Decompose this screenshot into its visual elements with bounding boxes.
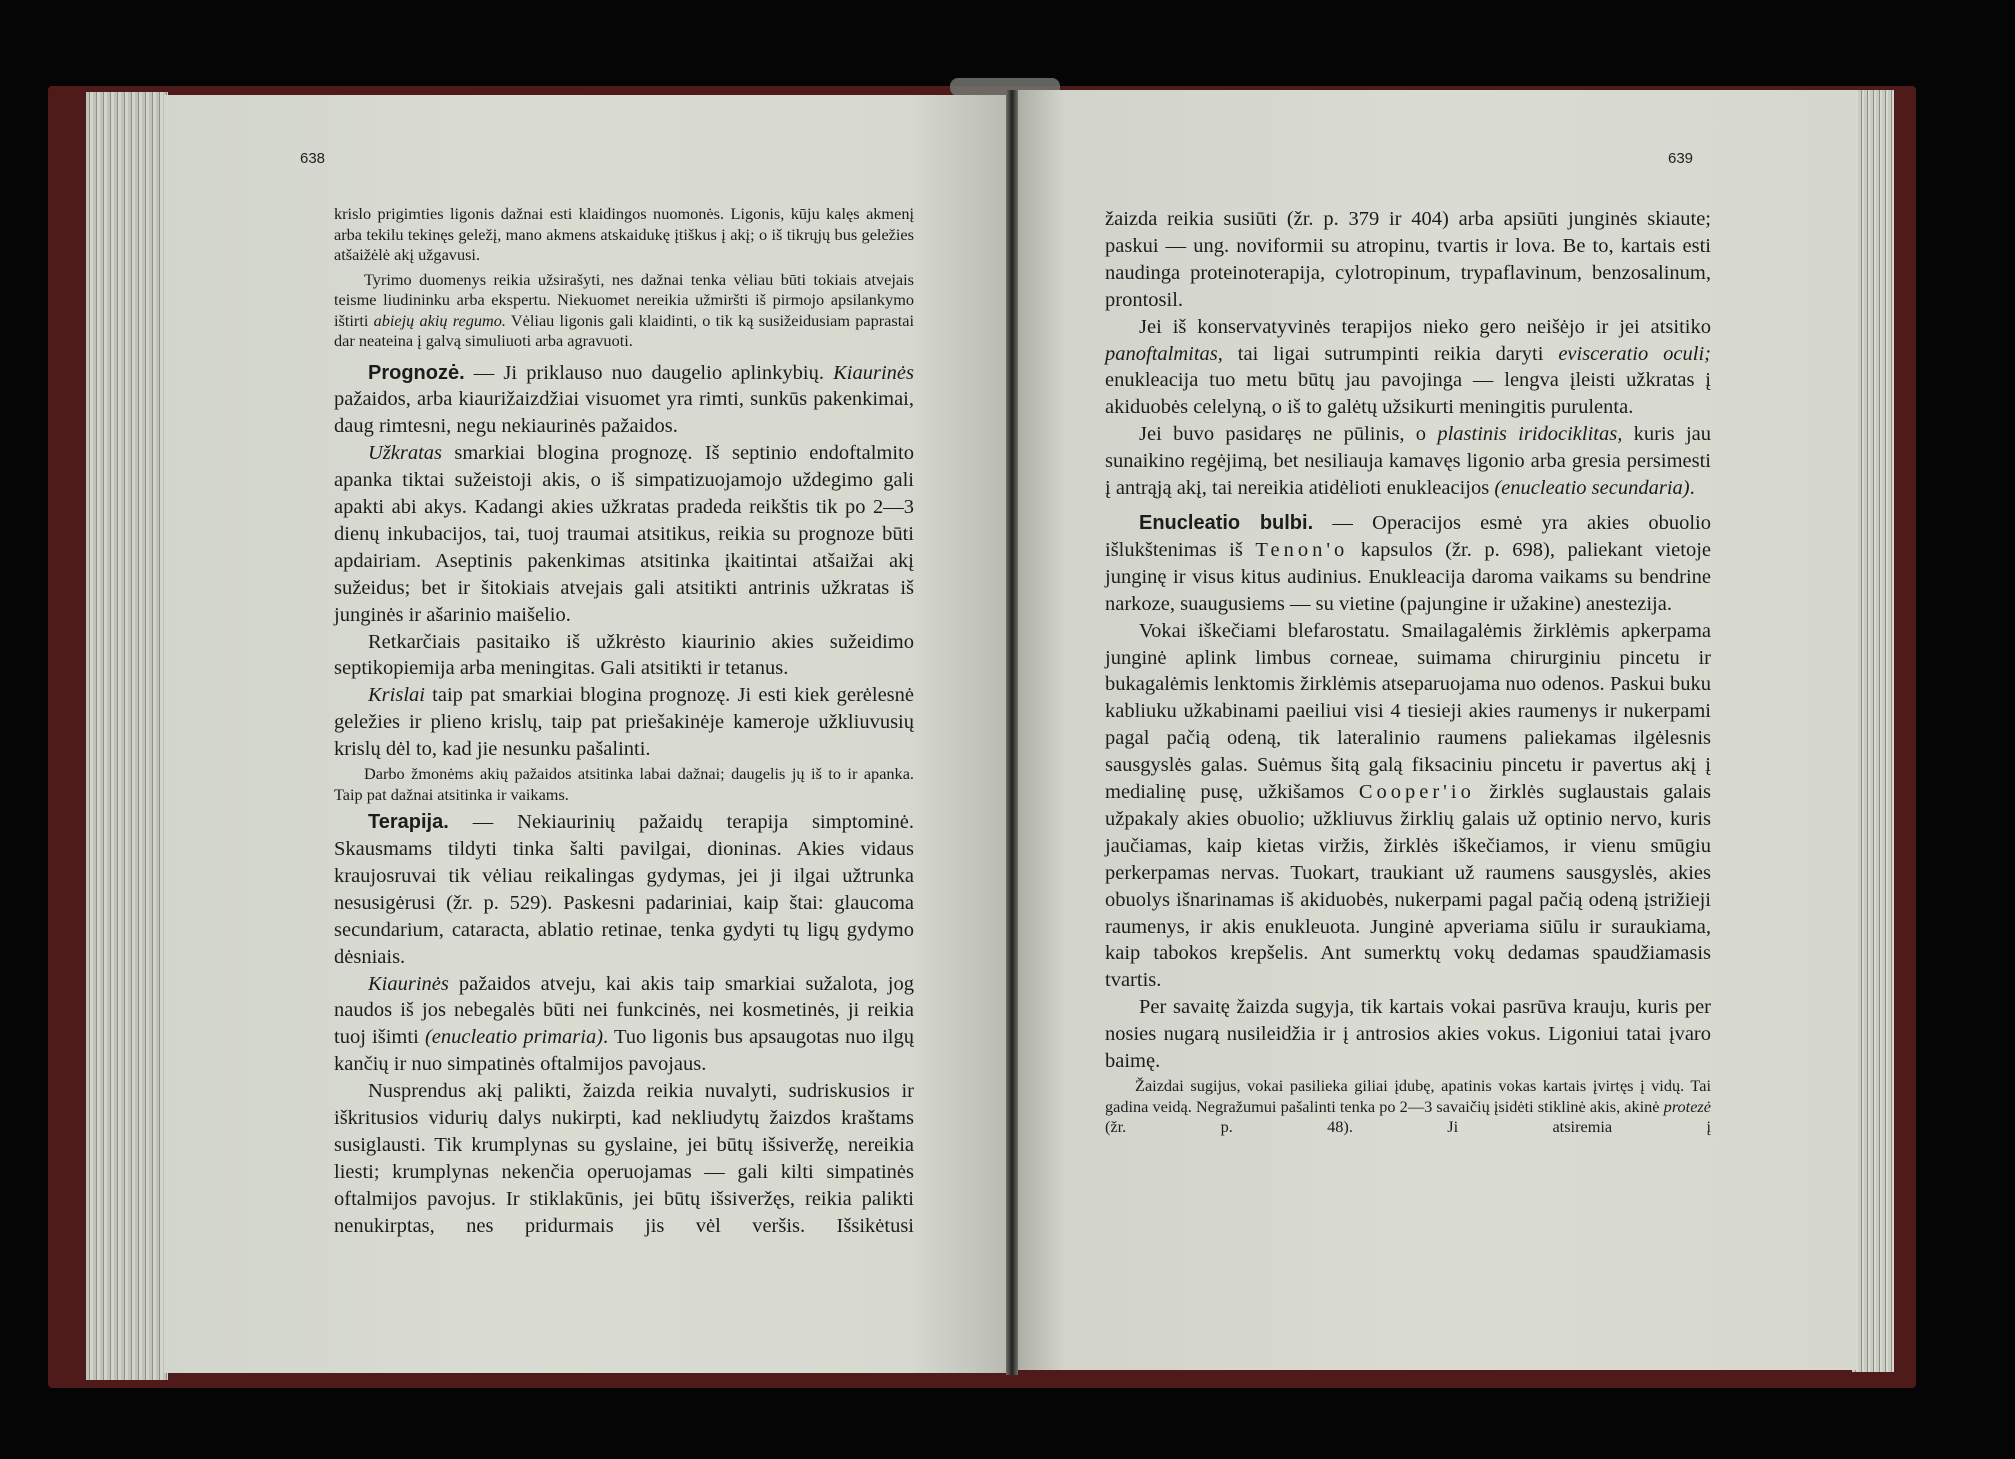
paragraph (334, 809, 914, 970)
text-run: Jei iš konservatyvinės terapijos nieko gero neišėjo ir jei atsitiko (1139, 315, 1711, 338)
paragraph (1105, 206, 1711, 314)
text-run: — Operacijos esmė yra akies obuolio išlukštenimas iš (1105, 511, 1711, 561)
book-gutter (1006, 90, 1018, 1375)
paragraph (1105, 421, 1711, 502)
spaced-name: Tenon'o (1255, 538, 1349, 561)
spaced-name: Cooper'io (1358, 781, 1475, 804)
paragraph (334, 971, 914, 1079)
section-heading: Terapija. (368, 811, 449, 834)
italic-term: Kiaurinės (368, 972, 449, 995)
italic-term: Kiaurinės (833, 361, 914, 384)
text-run: smarkiai blogina prognozę. Iš septinio endoftalmito apanka tiktai sužeistoji akis, o iš simpatizuojamojo uždegimo gali apakti abi akys. Kadangi akies užkratas pradeda reikštis tik po 2—3 dienų inkubacijos, tai, tuoj traumai atsitikus, reikia su prognoze būti apdairiam. Aseptinis pakenkimas atsitinka įkaitintai atšaižai akį sužeidus; bet ir šitokiais atvejais gali atsitikti antrinis užkratas iš junginės ir ašarinio maišelio. (334, 442, 914, 626)
page-number: 638 (300, 150, 326, 167)
section-heading: Prognozė. (368, 361, 465, 384)
paragraph (334, 440, 914, 628)
text-run: — Ji priklauso nuo daugelio aplinkybių. (464, 361, 834, 384)
text-run: žirklės suglaustais galais užpakaly akies obuolio; užkliuvus žirklių galais už optinio nervo, kuris jaučiamas, kaip kietas viržis, žirklės iškečiamos, ir vienu smūgiu perkerpamas nervas. Tuokart, traukiant už raumens sausgyslės, akies obuolys išnarinamas iš akiduobės, nukerpami pagal pačią odeną įstrižieji raumenys, ir akis enukleuota. Junginė apveriama siūlu ir suraukiama, kaip tabokos krepšelis. Ant sumerktų vokų dedamas spaudžiamasis tvartis. (1105, 781, 1711, 992)
text-run: Retkarčiais pasitaiko iš užkrėsto kiaurinio akies sužeidimo septikopiemija arba meningitas. Gali atsitikti ir tetanus. (334, 630, 914, 680)
section-heading: Enucleatio bulbi. (1139, 511, 1314, 534)
text-run: pažaidos atveju, kai akis taip smarkiai sužalota, jog naudos iš jos nebegalės būti nei funkcinės, nei kosmetinės, ji reikia tuoj išimti (334, 972, 914, 1049)
italic-term: protezė (1663, 1096, 1711, 1116)
paragraph (334, 1078, 914, 1239)
small-print-paragraph (334, 764, 914, 805)
text-run: kuris jau sunaikino regėjimą, bet nesiliauja kamavęs ligonio arba gresia persimesti į antrąją akį, tai nereikia atidėlioti enukleacijos (1105, 423, 1711, 500)
text-run: — Nekiaurinių pažaidų terapija simptominė. Skausmams tildyti tinka šalti pavilgai, dioninas. Akies vidaus kraujosruvai tik vėliau reikalingas gydymas, jei ji ilgai užtrunka nesusigėrusi (žr. p. 529). Paskesni padariniai, kaip štai: glaucoma secundarium, cataracta, ablatio retinae, tenka gydyti tų ligų gydymo dėsniais. (334, 811, 914, 968)
italic-term: panoftalmitas (1105, 342, 1218, 365)
text-run: . (1689, 477, 1695, 500)
paragraph (334, 360, 914, 441)
italic-term: (enucleatio secundaria) (1494, 477, 1690, 500)
italic-term: evisceratio oculi; (1558, 342, 1711, 365)
italic-term: Krislai (368, 684, 425, 707)
italic-term: Užkratas (368, 442, 443, 465)
text-run: Darbo žmonėms akių pažaidos atsitinka labai dažnai; daugelis jų iš to ir apanka. Taip pat dažnai atsitinka ir vaikams. (334, 764, 914, 804)
italic-term: (enucleatio primaria) (424, 1026, 604, 1049)
text-run: taip pat smarkiai blogina prognozę. Ji esti kiek gerėlesnė geležies ir plieno krislų, taip pat priešakinėje kameroje užkliuvusių krislų dėl to, kad jie nesunku pašalinti. (334, 684, 914, 761)
right-page (1013, 90, 1857, 1370)
page-edges-left (86, 92, 168, 1380)
text-run: Per savaitę žaizda sugyja, tik kartais vokai pasrūva krauju, kuris per nosies nugarą nusileidžia ir į antrosios akies vokus. Ligoniui tatai įvaro baimę. (1105, 996, 1711, 1073)
text-run: Tyrimo duomenys reikia užsirašyti, nes dažnai tenka vėliau būti tokiais atvejais teisme liudininku arba ekspertu. Niekuomet nereikia užmiršti iš pirmojo apsilankymo ištirti (334, 269, 914, 330)
small-print-paragraph (334, 270, 914, 352)
small-print-paragraph (1105, 1076, 1711, 1138)
text-run: (žr. p. 48). Ji atsiremia į (1105, 1117, 1711, 1136)
paragraph (1105, 510, 1711, 618)
text-run: Žaizdai sugijus, vokai pasilieka giliai įdubę, apatinis vokas kartais įvirtęs į vidų. Tai gadina veidą. Negražumui pašalinti tenka po 2—3 savaičių įsidėti stiklinė akis, akinė (1105, 1076, 1711, 1116)
paragraph (334, 682, 914, 763)
text-run: , tai ligai sutrumpinti reikia daryti (1217, 342, 1559, 365)
text-run: enukleacija tuo metu būtų jau pavojinga — lengva įleisti užkratas į akiduobės celelyną, o iš to galėtų užsikurti meningitis purulenta. (1105, 369, 1711, 419)
text-run: pažaidos, arba kiaurižaizdžiai visuomet yra rimti, sunkūs pakenkimai, daug rimtesni, negu nekiaurinės pažaidos. (334, 388, 914, 438)
page-text (1105, 206, 1711, 1142)
text-run: kapsulos (žr. p. 698), paliekant vietoje junginę ir visus kitus audinius. Enukleacija daroma vaikams su bendrine narkoze, suaugusiems — su vietine (pajungine ir užakine) anestezija. (1105, 538, 1711, 615)
paragraph (1105, 618, 1711, 995)
page-text (334, 203, 914, 1240)
italic-term: abiejų akių regumo. (373, 310, 506, 330)
text-run: krislo prigimties ligonis dažnai esti klaidingos nuomonės. Ligonis, kūju kalęs akmenį arba tekilu tekinęs geležį, mano akmens atskaidukę įtiškus į akį; o iš tikrųjų bus geležies atšaižėlė akį užgavusi. (334, 204, 914, 264)
small-print-paragraph (334, 204, 914, 266)
text-run: Vokai iškečiami blefarostatu. Smailagalėmis žirklėmis apkerpama junginė aplink limbus corneae, suimama chirurginiu pincetu ir bukagalėmis lenktomis žirklėmis atseparuojama nuo odenos. Paskui buku kabliuku užkabinami paeiliui visi 4 tiesieji akies raumenys ir nukerpami pagal pačią odeną, tik lateralinio raumens paliekamas ilgėlesnis sausgyslės galas. Suėmus šitą galą fiksaciniu pincetu ir pavertus akį į medialinę pusę, užkišamos (1105, 619, 1711, 804)
text-run: Jei buvo pasidaręs ne pūlinis, o (1139, 423, 1438, 446)
page-number: 639 (1668, 150, 1694, 167)
left-page (164, 95, 1010, 1373)
paragraph (1105, 314, 1711, 422)
text-run: žaizda reikia susiūti (žr. p. 379 ir 404) arba apsiūti junginės skiaute; paskui — ung. noviformii su atropinu, tvartis ir lova. Be to, kartais esti naudinga proteinoterapija, cylotropinum, trypaflavinum, benzosalinum, prontosil. (1105, 208, 1711, 311)
paragraph (1105, 994, 1711, 1075)
text-run: . Tuo ligonis bus apsaugotas nuo ilgų kančių ir nuo simpatinės oftalmijos pavojaus. (334, 1026, 914, 1076)
text-run: Vėliau ligonis gali klaidinti, o tik ką susižeidusiam paprastai dar neateina į galvą simuliuoti arba agravuoti. (334, 310, 915, 350)
page-edges-right (1852, 90, 1894, 1372)
text-run: Nusprendus akį palikti, žaizda reikia nuvalyti, sudriskusios ir iškritusios vidurių dalys nukirpti, kad nekliudytų žaizdos kraštams susiglausti. Tik krumplynas su gyslaine, jei būtų išsiveržę, nereikia liesti; krumplynas nekenčia operuojamas — gali kilti simpatinės oftalmijos pavojus. Ir stiklakūnis, jei būtų išsiveržęs, reikia palikti nenukirptas, nes pridurmais jis vėl veršis. Išsikėtusi (334, 1080, 914, 1237)
italic-term: plastinis iridociklitas, (1437, 423, 1623, 446)
paragraph (334, 629, 914, 683)
